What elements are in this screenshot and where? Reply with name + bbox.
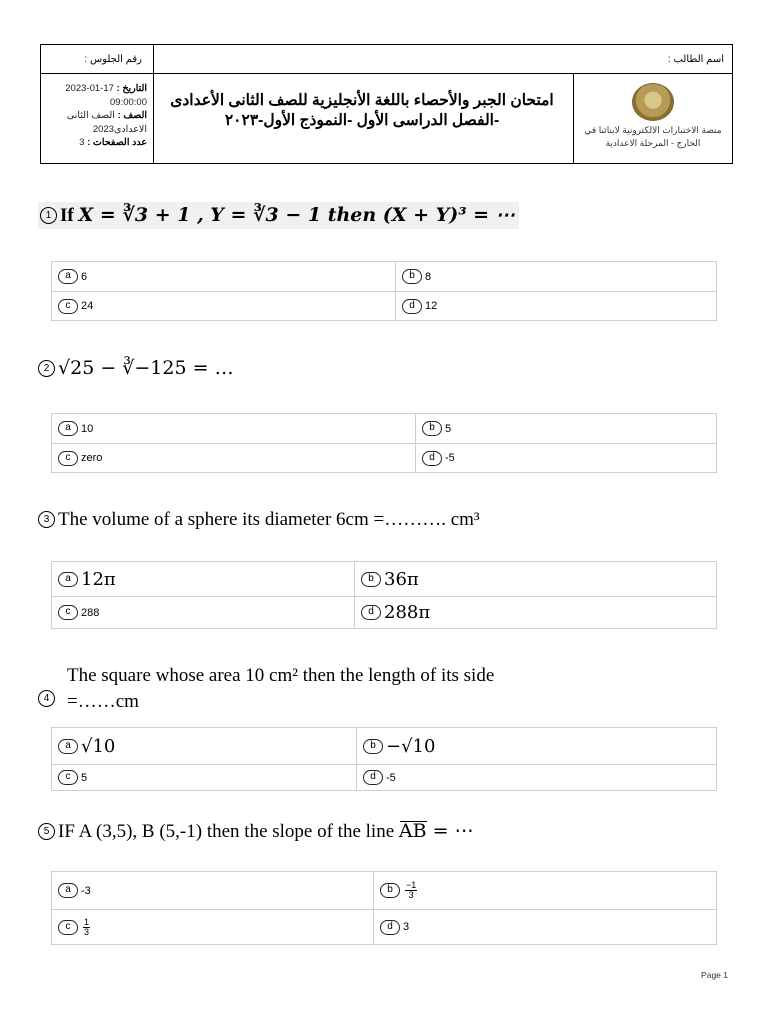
- option-letter: b: [380, 883, 400, 898]
- option-d[interactable]: [356, 765, 716, 790]
- option-c[interactable]: [52, 910, 373, 944]
- question-number: 3: [38, 511, 55, 528]
- option-letter: b: [363, 739, 383, 754]
- eagle-emblem-icon: [632, 83, 674, 121]
- option-value: 12: [425, 300, 438, 312]
- header-divider: [41, 73, 732, 74]
- option-c[interactable]: [52, 597, 354, 628]
- option-b[interactable]: [395, 262, 716, 291]
- platform-name-line1: منصة الاختبارات الالكترونية لابنائنا في: [584, 125, 722, 135]
- option-letter: a: [58, 572, 78, 587]
- option-c[interactable]: [52, 765, 356, 790]
- option-a[interactable]: [52, 262, 395, 291]
- question-5-math-text: AB = ⋯: [398, 820, 474, 842]
- question-1: [38, 202, 519, 229]
- option-value: 5: [81, 771, 88, 784]
- option-letter: d: [361, 605, 381, 620]
- fraction-denominator: 3: [84, 926, 90, 937]
- pages-label: عدد الصفحات :: [87, 137, 147, 148]
- option-letter: b: [361, 572, 381, 587]
- option-value: 5: [445, 422, 452, 435]
- question-number: 5: [38, 823, 55, 840]
- question-4-line2: =……cm: [67, 691, 139, 712]
- question-4: [38, 664, 494, 713]
- option-letter: b: [422, 421, 442, 436]
- option-letter: c: [58, 299, 78, 314]
- question-3-options: [51, 561, 717, 629]
- question-1-prefix: If: [60, 205, 79, 226]
- option-d[interactable]: [354, 597, 716, 628]
- option-c[interactable]: [52, 292, 395, 320]
- overline-bar: [400, 821, 427, 822]
- option-value: 8: [425, 270, 432, 283]
- question-1-options: [51, 261, 717, 321]
- option-a[interactable]: [52, 562, 354, 596]
- option-value: zero: [81, 452, 103, 464]
- question-5-math: [399, 820, 474, 842]
- exam-meta: [43, 82, 147, 150]
- option-letter: d: [363, 770, 383, 785]
- option-d[interactable]: [373, 910, 716, 944]
- option-b[interactable]: [373, 872, 716, 909]
- student-name-label: اسم الطالب :: [667, 54, 724, 65]
- option-b[interactable]: [415, 414, 716, 443]
- option-letter: c: [58, 920, 78, 935]
- question-number: 2: [38, 360, 55, 377]
- option-letter: a: [58, 269, 78, 284]
- option-a[interactable]: [52, 872, 373, 909]
- pages-value: 3: [79, 137, 85, 148]
- page-number: Page 1: [701, 970, 728, 980]
- option-letter: b: [402, 269, 422, 284]
- option-a[interactable]: [52, 728, 356, 764]
- date-label: التاريخ :: [116, 83, 147, 94]
- option-letter: a: [58, 883, 78, 898]
- question-2-math: √25 − ∛−125 = …: [58, 357, 234, 379]
- question-5: [38, 820, 474, 843]
- option-d[interactable]: [395, 292, 716, 320]
- option-letter: d: [402, 299, 422, 314]
- exam-header: [40, 44, 733, 164]
- option-value: -5: [445, 452, 455, 464]
- option-b[interactable]: [356, 728, 716, 764]
- option-value: 24: [81, 300, 94, 312]
- question-5-text: IF A (3,5), B (5,-1) then the slope of the line: [58, 821, 399, 842]
- option-fraction: [83, 918, 90, 937]
- option-value: 6: [81, 270, 88, 283]
- option-value: 36π: [384, 568, 419, 590]
- option-value: −√10: [386, 735, 436, 757]
- option-a[interactable]: [52, 414, 415, 443]
- option-fraction: [405, 881, 417, 900]
- fraction-numerator: −1: [406, 880, 417, 890]
- option-value: -3: [81, 884, 91, 897]
- question-3-text: The volume of a sphere its diameter 6cm =………. cm³: [58, 509, 480, 530]
- platform-name: [577, 124, 729, 150]
- question-1-math: X = ∛3 + 1 , Y = ∛3 − 1 then (X + Y)³ = ⋯: [78, 204, 515, 226]
- seat-number-label: رقم الجلوس :: [84, 54, 142, 65]
- option-letter: c: [58, 770, 78, 785]
- date-value: 17-01-2023: [65, 83, 114, 94]
- option-d[interactable]: [415, 444, 716, 472]
- question-3: [38, 509, 480, 531]
- option-letter: a: [58, 739, 78, 754]
- time-value: 09:00:00: [110, 96, 147, 108]
- option-letter: c: [58, 605, 78, 620]
- question-4-line1: The square whose area 10 cm² then the length of its side: [67, 665, 495, 686]
- exam-title: [155, 91, 569, 131]
- question-number: 1: [40, 207, 57, 224]
- exam-title-line1: امتحان الجبر والأحصاء باللغة الأنجليزية للصف الثانى الأعدادى: [170, 92, 554, 109]
- question-2: [38, 357, 234, 380]
- grade-label: الصف :: [117, 110, 147, 121]
- option-letter: a: [58, 421, 78, 436]
- question-5-options: [51, 871, 717, 945]
- question-number: 4: [38, 690, 55, 707]
- option-letter: d: [380, 920, 400, 935]
- platform-name-line2: الخارج - المرحلة الاعدادية: [605, 138, 701, 148]
- option-c[interactable]: [52, 444, 415, 472]
- option-value: 10: [81, 422, 94, 435]
- option-b[interactable]: [354, 562, 716, 596]
- option-value: 12π: [81, 568, 116, 590]
- header-column-divider-left: [153, 45, 154, 163]
- fraction-numerator: 1: [84, 916, 90, 927]
- option-value: 288: [81, 606, 100, 619]
- option-letter: d: [422, 451, 442, 466]
- fraction-denominator: 3: [408, 890, 414, 900]
- exam-title-line2: -الفصل الدراسى الأول -النموذج الأول-٢٠٢٣: [224, 112, 500, 129]
- header-column-divider-right: [573, 73, 574, 163]
- option-letter: c: [58, 451, 78, 466]
- grade-value: الصف الثانى الاعدادى2023: [66, 110, 147, 135]
- option-value: -5: [386, 771, 396, 784]
- question-4-options: [51, 727, 717, 791]
- option-value: 288π: [384, 602, 431, 623]
- option-value: 3: [403, 921, 410, 933]
- question-2-options: [51, 413, 717, 473]
- option-value: √10: [81, 735, 116, 757]
- platform-logo-block: [577, 83, 729, 150]
